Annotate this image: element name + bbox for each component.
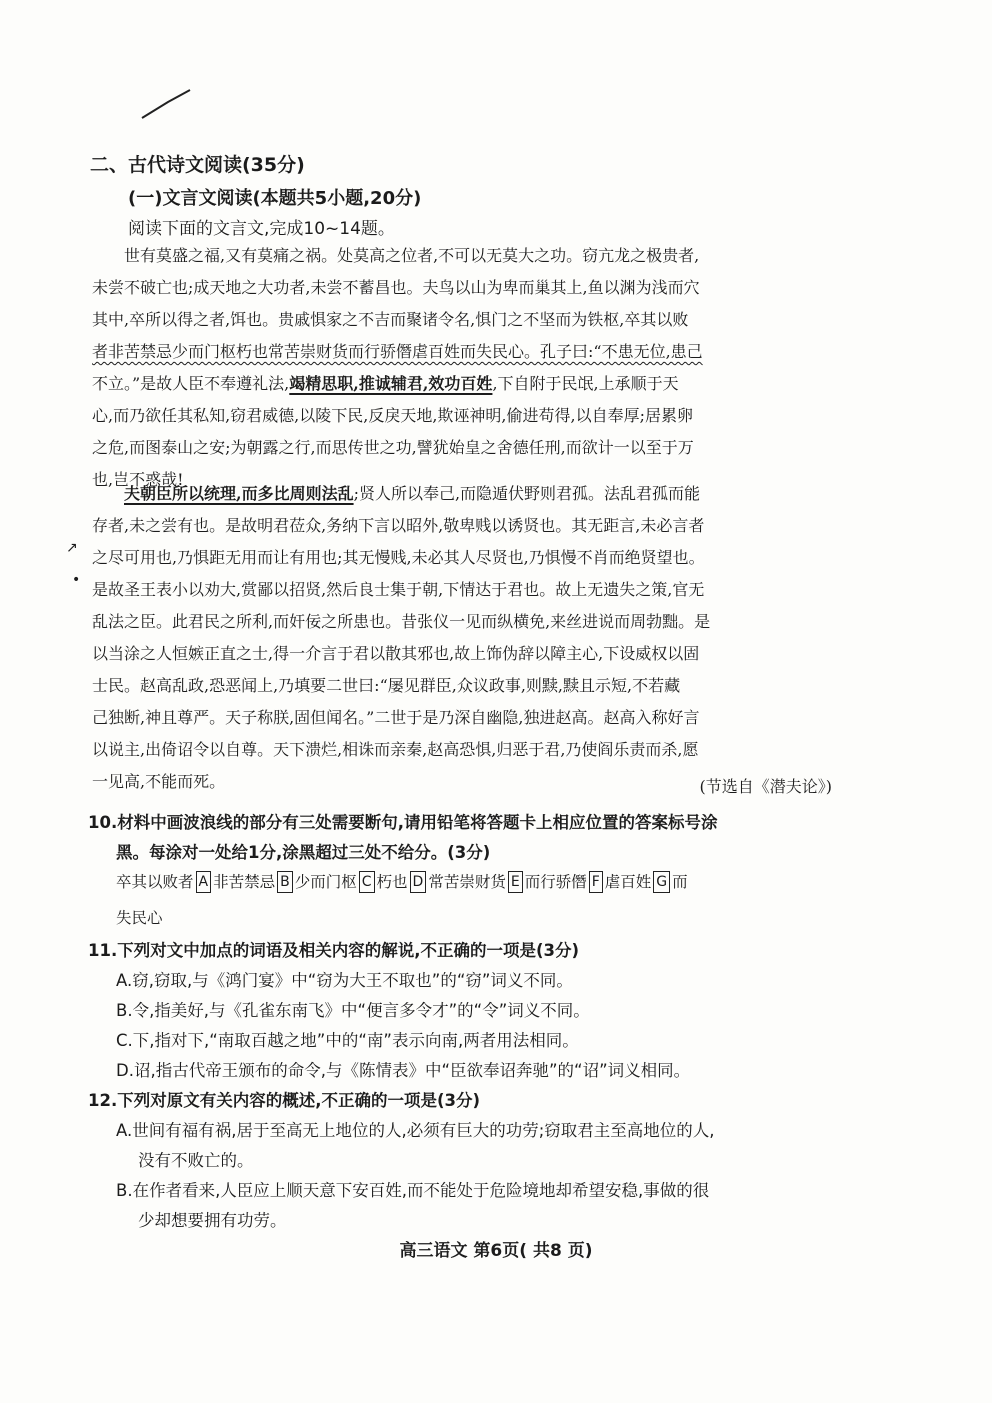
- break-box-d[interactable]: D: [410, 871, 427, 893]
- segment-text: 朽也: [376, 873, 408, 891]
- passage-line: 世有莫盛之福,又有莫痛之祸。处莫高之位者,不可以无莫大之功。窃亢龙之极贵者,: [124, 246, 700, 265]
- sub-section-title: (一)文言文阅读(本题共5小题,20分): [128, 188, 422, 209]
- break-box-a[interactable]: A: [196, 871, 212, 893]
- passage-text: ,下自附于民氓,上承顺于天: [492, 374, 679, 393]
- option-b[interactable]: B.令,指美好,与《孔雀东南飞》中“便言多令才”的“令”词义不同。: [116, 1001, 590, 1020]
- passage-line: 之危,而图泰山之安;为朝露之行,而思传世之功,譬犹始皇之舍德任刑,而欲计一以至于万: [92, 438, 694, 457]
- passage-line: 是故圣王表小以劝大,赏鄙以招贤,然后良士集于朝,下情达于君也。故上无遗失之策,官无: [92, 580, 705, 599]
- passage-paragraph-1: [92, 240, 832, 496]
- segment-text: 而行骄僭: [524, 873, 587, 891]
- passage-line-mixed: [92, 368, 832, 400]
- break-box-f[interactable]: F: [589, 871, 603, 893]
- passage-line: 心,而乃欲任其私知,窃君威德,以陵下民,反戾天地,欺诬神明,偷进苟得,以自奉厚;居累卵: [92, 406, 693, 425]
- question-stem: 11.下列对文中加点的词语及相关内容的解说,不正确的一项是(3分): [88, 941, 580, 960]
- question-10: [88, 808, 848, 868]
- margin-arrow-mark: ↗: [66, 540, 78, 556]
- passage-line: 乱法之臣。此君民之所利,而奸佞之所患也。昔张仪一见而纵横免,来丝进说而周勃黜。是: [92, 612, 711, 631]
- question-stem-cont: 黑。每涂对一处给1分,涂黑超过三处不给分。(3分): [116, 843, 491, 862]
- option-b[interactable]: [88, 1176, 848, 1236]
- passage-line: 存者,未之尝有也。是故明君莅众,务纳下言以昭外,敬卑贱以诱贤也。其无距言,未必言者: [92, 516, 705, 535]
- passage-text: 不立。”是故人臣不奉遵礼法,: [92, 374, 290, 393]
- source-citation: (节选自《潜夫论》): [699, 777, 832, 796]
- passage-line: 以当涂之人恒嫉正直之士,得一介言于君以散其邪也,故上饰伪辞以障主心,下设威权以固: [92, 644, 700, 663]
- page-footer: 高三语文 第6页( 共8 页): [399, 1241, 593, 1261]
- option-text-wrap: 少却想要拥有功劳。: [138, 1211, 287, 1230]
- pen-stroke-mark: [140, 84, 200, 124]
- option-text: B.在作者看来,人臣应上顺天意下安百姓,而不能处于危险境地却希望安稳,事做的很: [116, 1181, 710, 1200]
- option-d[interactable]: D.诏,指古代帝王颁布的命令,与《陈情表》中“臣欲奉诏奔驰”的“诏”词义相同。: [116, 1061, 691, 1080]
- passage-text: ;贤人所以奉己,而隐遁伏野则君孤。法乱君孤而能: [353, 484, 701, 503]
- option-a[interactable]: [88, 1116, 848, 1176]
- margin-dot-mark: •: [72, 572, 81, 588]
- passage-line-mixed: [92, 478, 832, 510]
- passage-line: 也,岂不惑哉!: [92, 470, 184, 489]
- break-box-e[interactable]: E: [508, 871, 523, 893]
- passage-paragraph-2: [92, 478, 832, 798]
- passage-line: 士民。赵高乱政,恐恶闻上,乃填要二世曰:“屡见群臣,众议政事,则黩,黩且示短,不若藏: [92, 676, 681, 695]
- wavy-underlined-line: 者非苦禁忌少而门枢朽也常苦崇财货而行骄僭虐百姓而失民心。孔子曰:“不患无位,患己: [92, 342, 703, 361]
- passage-line: 之尽可用也,乃惧距无用而让有用也;其无慢贱,未必其人尽贤也,乃惧慢不肖而绝贤望也。: [92, 548, 705, 567]
- segment-text: 卒其以败者: [116, 873, 194, 891]
- passage-line: 一见高,不能而死。: [92, 772, 226, 791]
- break-box-g[interactable]: G: [653, 871, 670, 893]
- underlined-translation-sentence: 竭精思职,推诚辅君,效功百姓: [289, 374, 493, 393]
- section-title: 二、古代诗文阅读(35分): [90, 154, 305, 176]
- segment-tail: 失民心: [116, 909, 163, 927]
- question-11: [88, 936, 848, 1086]
- break-box-b[interactable]: B: [277, 871, 293, 893]
- passage-line: 未尝不破亡也;成天地之大功者,未尝不蓄昌也。夫鸟以山为卑而巢其上,鱼以渊为浅而穴: [92, 278, 700, 297]
- passage-line: 以说主,出倚诏令以自尊。天下溃烂,相诛而亲秦,赵高恐惧,归恶于君,乃使阎乐责而杀,愿: [92, 740, 699, 759]
- question-12: [88, 1086, 848, 1236]
- segment-text: 常苦崇财货: [428, 873, 506, 891]
- question-stem: 12.下列对原文有关内容的概述,不正确的一项是(3分): [88, 1091, 481, 1110]
- segment-text: 非苦禁忌: [213, 873, 276, 891]
- underlined-translation-sentence: 夫朝臣所以统理,而多比周则法乱: [124, 484, 354, 503]
- break-box-c[interactable]: C: [359, 871, 375, 893]
- question-stem: 10.材料中画波浪线的部分有三处需要断句,请用铅笔将答题卡上相应位置的答案标号涂: [88, 813, 718, 832]
- sentence-break-options: [116, 870, 688, 893]
- reading-instruction: 阅读下面的文言文,完成10~14题。: [128, 219, 395, 239]
- segment-text: 而: [672, 873, 688, 891]
- option-a[interactable]: A.窃,窃取,与《鸿门宴》中“窃为大王不取也”的“窃”词义不同。: [116, 971, 573, 990]
- segment-text: 虐百姓: [604, 873, 652, 891]
- passage-line: 己独断,神且尊严。天子称朕,固但闻名。”二世于是乃深自幽隐,独进赵高。赵高入称好言: [92, 708, 700, 727]
- segment-text: 少而门枢: [294, 873, 357, 891]
- option-text-wrap: 没有不败亡的。: [138, 1151, 254, 1170]
- option-text: A.世间有福有祸,居于至高无上地位的人,必须有巨大的功劳;窃取君主至高地位的人,: [116, 1121, 715, 1140]
- option-c[interactable]: C.下,指对下,“南取百越之地”中的“南”表示向南,两者用法相同。: [116, 1031, 579, 1050]
- passage-line: 其中,卒所以得之者,饵也。贵戚惧家之不吉而聚诸令名,惧门之不坚而为铁枢,卒其以败: [92, 310, 689, 329]
